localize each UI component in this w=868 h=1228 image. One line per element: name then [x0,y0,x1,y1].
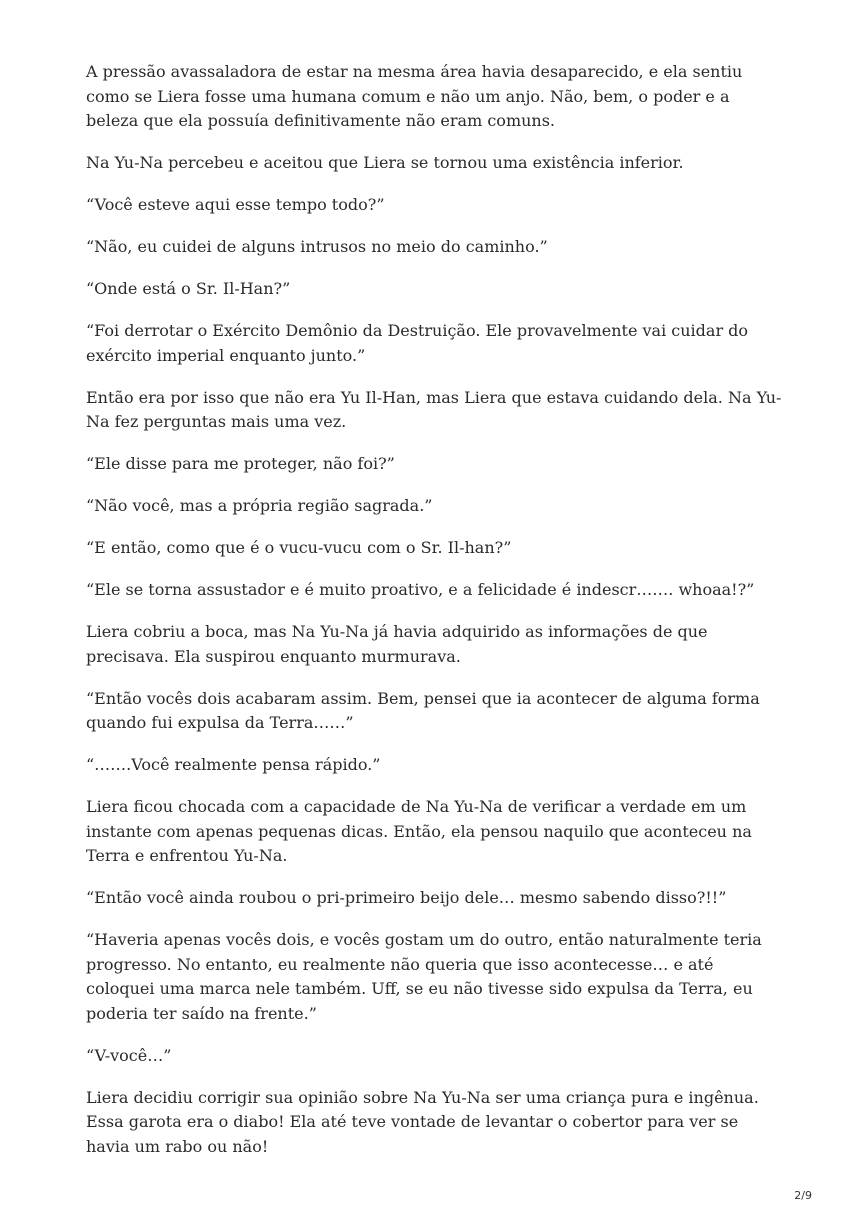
paragraph: “Foi derrotar o Exército Demônio da Destruição. Ele provavelmente vai cuidar do exército imperial enquanto junto.” [86,321,749,365]
paragraph: “V-você…” [86,1045,172,1065]
paragraph: A pressão avassaladora de estar na mesma área havia desaparecido, e ela sentiu como se Liera fosse uma humana comum e não um anjo. Não, bem, o poder e a beleza que ela possuía definitivamente não eram comuns. [86,62,743,130]
paragraph: “Ele disse para me proteger, não foi?” [86,454,395,473]
paragraph: “Não você, mas a própria região sagrada.” [86,496,433,515]
paragraph: “E então, como que é o vucu-vucu com o Sr. Il-han?” [86,538,512,557]
paragraph: “Então vocês dois acabaram assim. Bem, pensei que ia acontecer de alguma forma quando fui expulsa da Terra……” [86,688,760,732]
paragraph: “Haveria apenas vocês dois, e vocês gostam um do outro, então naturalmente teria progresso. No entanto, eu realmente não queria que isso acontecesse… e até coloquei uma marca nele também. Uff, se eu não tivesse sido expulsa da Terra, eu poderia ter saído na frente.” [86,930,762,1023]
paragraph: “Ele se torna assustador e é muito proativo, e a felicidade é indescr……. whoaa!?” [86,580,755,599]
paragraph: Na Yu-Na percebeu e aceitou que Liera se tornou uma existência inferior. [86,153,684,172]
page-number: 2/9 [794,1189,812,1202]
paragraph: Então era por isso que não era Yu Il-Han, mas Liera que estava cuidando dela. Na Yu-Na fez perguntas mais uma vez. [86,387,782,431]
paragraph: Liera decidiu corrigir sua opinião sobre Na Yu-Na ser uma criança pura e ingênua. Essa garota era o diabo! Ela até teve vontade de levantar o cobertor para ver se havia um rabo ou não! [86,1087,759,1156]
paragraph: “Você esteve aqui esse tempo todo?” [86,195,385,214]
document-body [86,60,786,1177]
paragraph: Liera ficou chocada com a capacidade de Na Yu-Na de verificar a verdade em um instante com apenas pequenas dicas. Então, ela pensou naquilo que aconteceu na Terra e enfrentou Yu-Na. [86,797,752,865]
paragraph: Liera cobriu a boca, mas Na Yu-Na já havia adquirido as informações de que precisava. Ela suspirou enquanto murmurava. [86,622,708,666]
paragraph: “Não, eu cuidei de alguns intrusos no meio do caminho.” [86,237,548,256]
paragraph: “Onde está o Sr. Il-Han?” [86,279,291,298]
paragraph: “…….Você realmente pensa rápido.” [86,755,381,774]
paragraph: “Então você ainda roubou o pri-primeiro beijo dele… mesmo sabendo disso?!!” [86,888,727,907]
